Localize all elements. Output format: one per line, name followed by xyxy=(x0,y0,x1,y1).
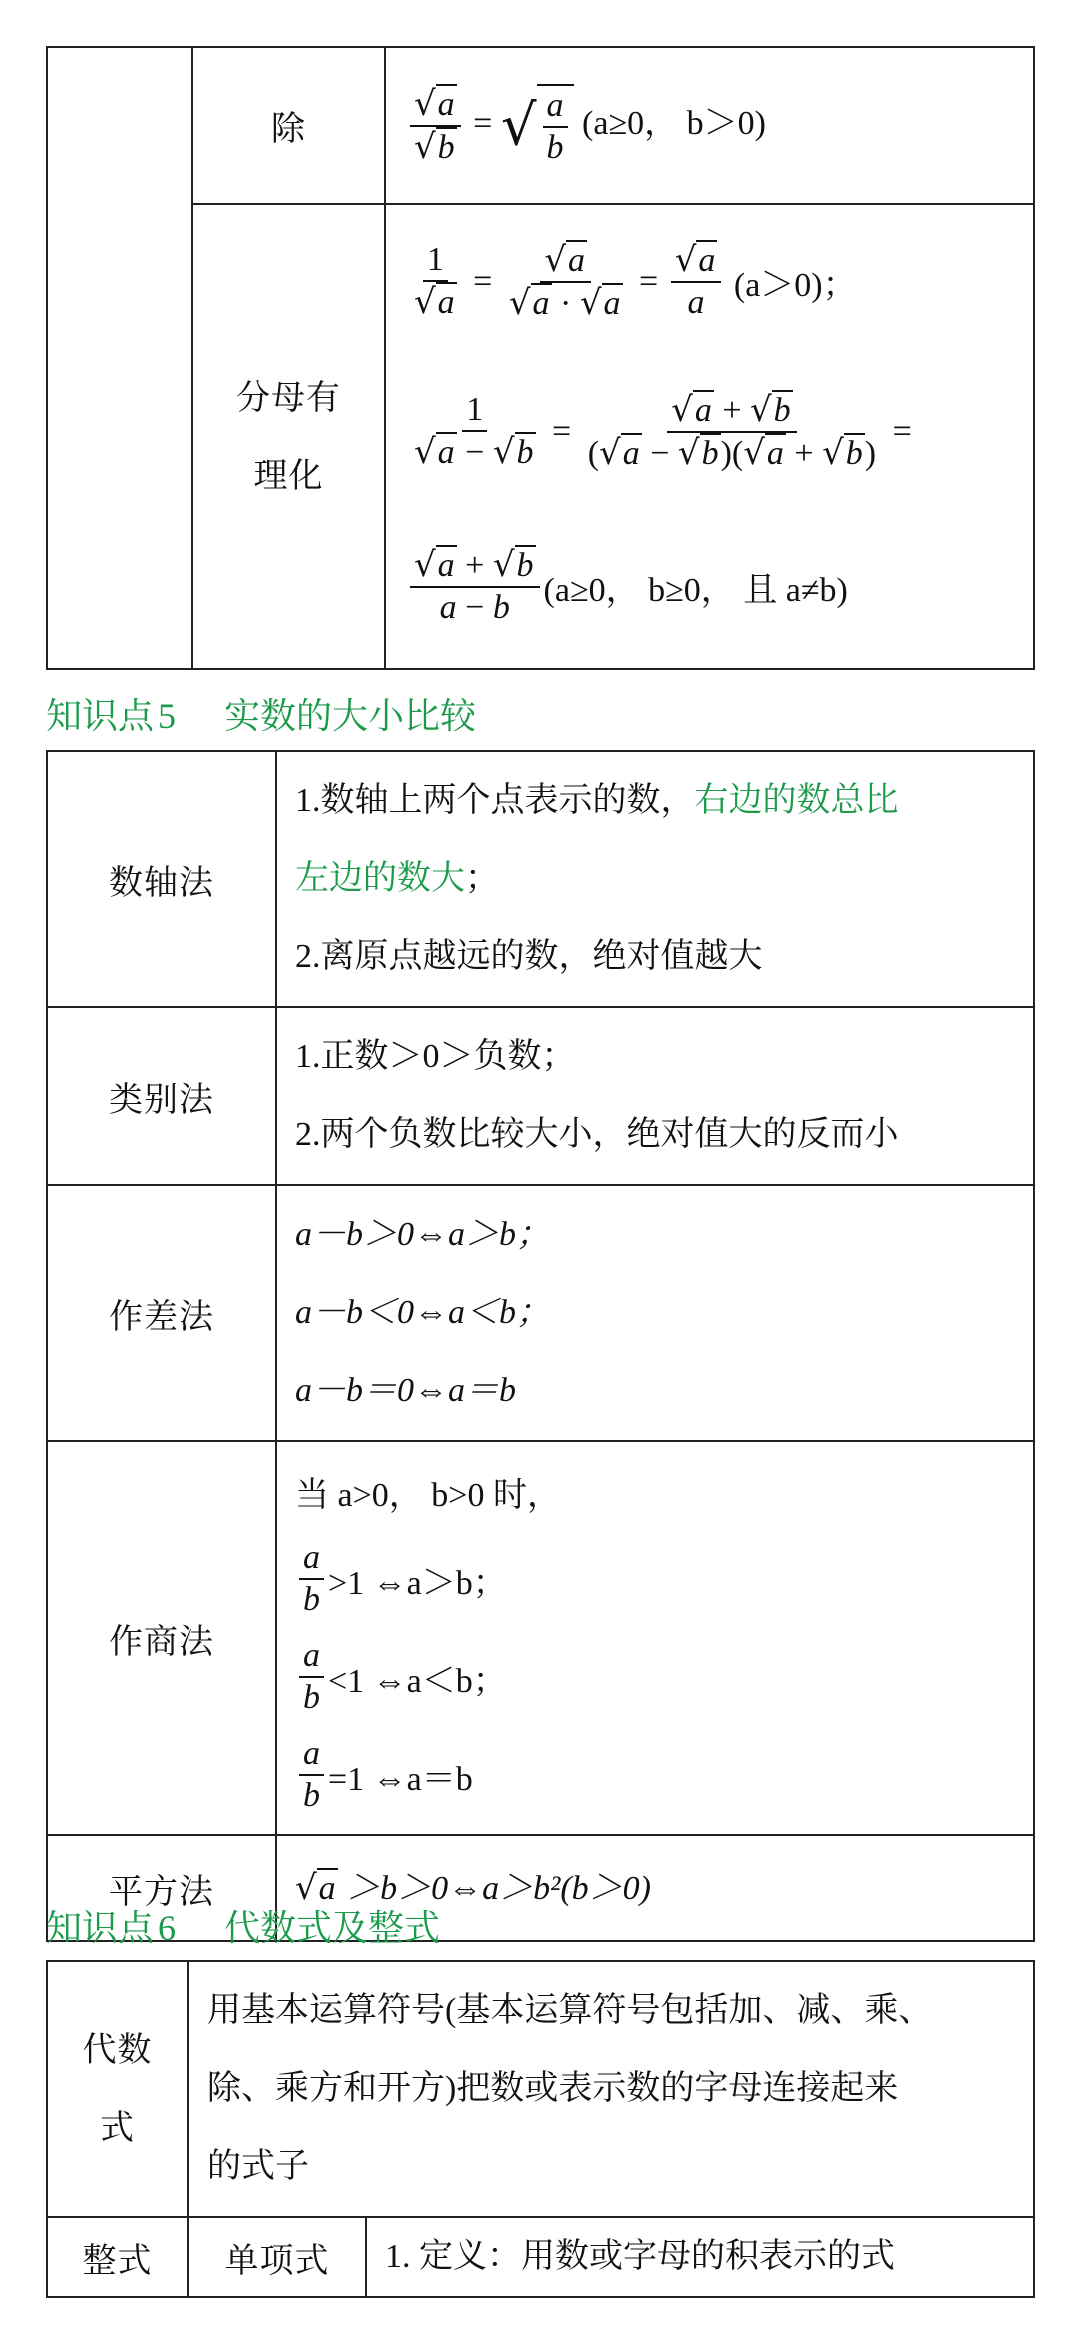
quotient-method-line-1: 当 a>0， b>0 时， xyxy=(295,1476,561,1514)
algebraic-label-line-1: 代数 xyxy=(82,2031,153,2069)
radical-ops-table xyxy=(46,46,1035,670)
section-5-title: 实数的大小比较 xyxy=(224,695,477,736)
quotient-relation-2: <1 ⇔a＜b； xyxy=(328,1662,507,1700)
algebraic-def-line-2: 除、乘方和开方)把数或表示数的字母连接起来 xyxy=(207,2070,899,2107)
section-6-heading xyxy=(46,1900,440,1951)
category-method-line-2: 2.两个负数比较大小，绝对值大的反而小 xyxy=(295,1116,899,1153)
quotient-relation-1: >1 ⇔a＞b； xyxy=(328,1564,507,1602)
algebraic-label-line-2: 式 xyxy=(100,2109,135,2147)
square-method-relation: ＞b＞0⇔a＞b²(b＞0) xyxy=(346,1869,652,1907)
number-line-method-label: 数轴法 xyxy=(47,751,276,1007)
difference-method-content xyxy=(276,1185,1034,1441)
number-line-text-1a: 1.数轴上两个点表示的数， xyxy=(295,782,695,819)
division-label: 除 xyxy=(192,47,385,204)
algebraic-expression-label xyxy=(47,1961,188,2217)
section-6-prefix: 知识点 xyxy=(46,1907,155,1948)
section-6-title: 代数式及整式 xyxy=(224,1907,441,1948)
monomial-definition: 1. 定义：用数或字母的积表示的式 xyxy=(366,2217,1034,2297)
category-method-line-1: 1.正数＞0＞负数； xyxy=(295,1038,576,1075)
compare-methods-table xyxy=(46,750,1035,1942)
quotient-relation-3: =1 ⇔a＝b xyxy=(328,1760,473,1798)
rationalize-formula-1: $\frac{1}{√a}$ = $\frac{√a}{√a \cdot √a}$ = $\frac{√a}{a}$ (a＞0)； xyxy=(414,239,857,323)
quotient-method-label: 作商法 xyxy=(47,1441,276,1835)
rationalize-formula-3: $\frac{√a + √b}{a - b}$ (a≥0， b≥0， 且 a≠b) xyxy=(406,512,1033,662)
rationalize-formulas xyxy=(385,204,1034,669)
number-line-method-content xyxy=(276,751,1034,1007)
quotient-method-line-3: $\frac{a}{b}$ <1 ⇔a＜b； xyxy=(295,1628,1015,1726)
algebraic-def-line-1: 用基本运算符号(基本运算符号包括加、减、乘、 xyxy=(207,1992,933,2029)
number-line-highlight-1: 右边的数总比 xyxy=(694,782,899,819)
algebraic-def-line-3: 的式子 xyxy=(207,2148,309,2185)
algebraic-expression-definition xyxy=(188,1961,1034,2217)
rationalize-label-line2: 理化 xyxy=(253,456,324,495)
difference-method-label: 作差法 xyxy=(47,1185,276,1441)
rationalize-label xyxy=(192,204,385,669)
rationalize-formula-2: $\frac{1}{√a - √b}$ = $\frac{√a + √b}{(√a - √b)(√a + √b)}$ = xyxy=(414,389,912,473)
division-condition: (a≥0， b＞0) xyxy=(582,104,766,142)
section-5-heading xyxy=(46,688,476,739)
category-cell xyxy=(47,47,192,669)
monomial-label: 单项式 xyxy=(188,2217,366,2297)
algebraic-expression-table xyxy=(46,1960,1035,2298)
category-method-label: 类别法 xyxy=(47,1007,276,1185)
difference-method-line-1: a－b＞0⇔a＞b； xyxy=(295,1216,550,1253)
number-line-text-2b: ； xyxy=(465,860,499,897)
section-5-number: 5 xyxy=(158,696,177,736)
number-line-text-3: 2.离原点越远的数，绝对值越大 xyxy=(295,938,763,975)
square-method-content: √a ＞b＞0⇔a＞b²(b＞0) xyxy=(276,1835,1034,1941)
section-5-prefix: 知识点 xyxy=(46,695,155,736)
quotient-method-line-2: $\frac{a}{b}$ >1 ⇔a＞b； xyxy=(295,1530,1015,1628)
section-6-number: 6 xyxy=(158,1908,177,1948)
polynomial-label: 整式 xyxy=(47,2217,188,2297)
quotient-method-line-4: $\frac{a}{b}$ =1 ⇔a＝b xyxy=(295,1726,1015,1824)
category-method-content xyxy=(276,1007,1034,1185)
difference-method-line-3: a－b＝0⇔a＝b xyxy=(295,1372,516,1409)
number-line-highlight-2: 左边的数大 xyxy=(295,860,465,897)
quotient-method-content xyxy=(276,1441,1034,1835)
rationalize-condition-1: (a＞0)； xyxy=(733,267,857,304)
rationalize-label-line1: 分母有 xyxy=(236,378,341,417)
difference-method-line-2: a－b＜0⇔a＜b； xyxy=(295,1294,550,1331)
square-method-label: 平方法 xyxy=(47,1835,276,1941)
rationalize-condition-3: (a≥0， b≥0， 且 a≠b) xyxy=(543,572,848,609)
division-formula: $\frac{√a}{√b}$ = √ $\frac{a}{b}$ (a≥0， b＞0) xyxy=(385,47,1034,204)
